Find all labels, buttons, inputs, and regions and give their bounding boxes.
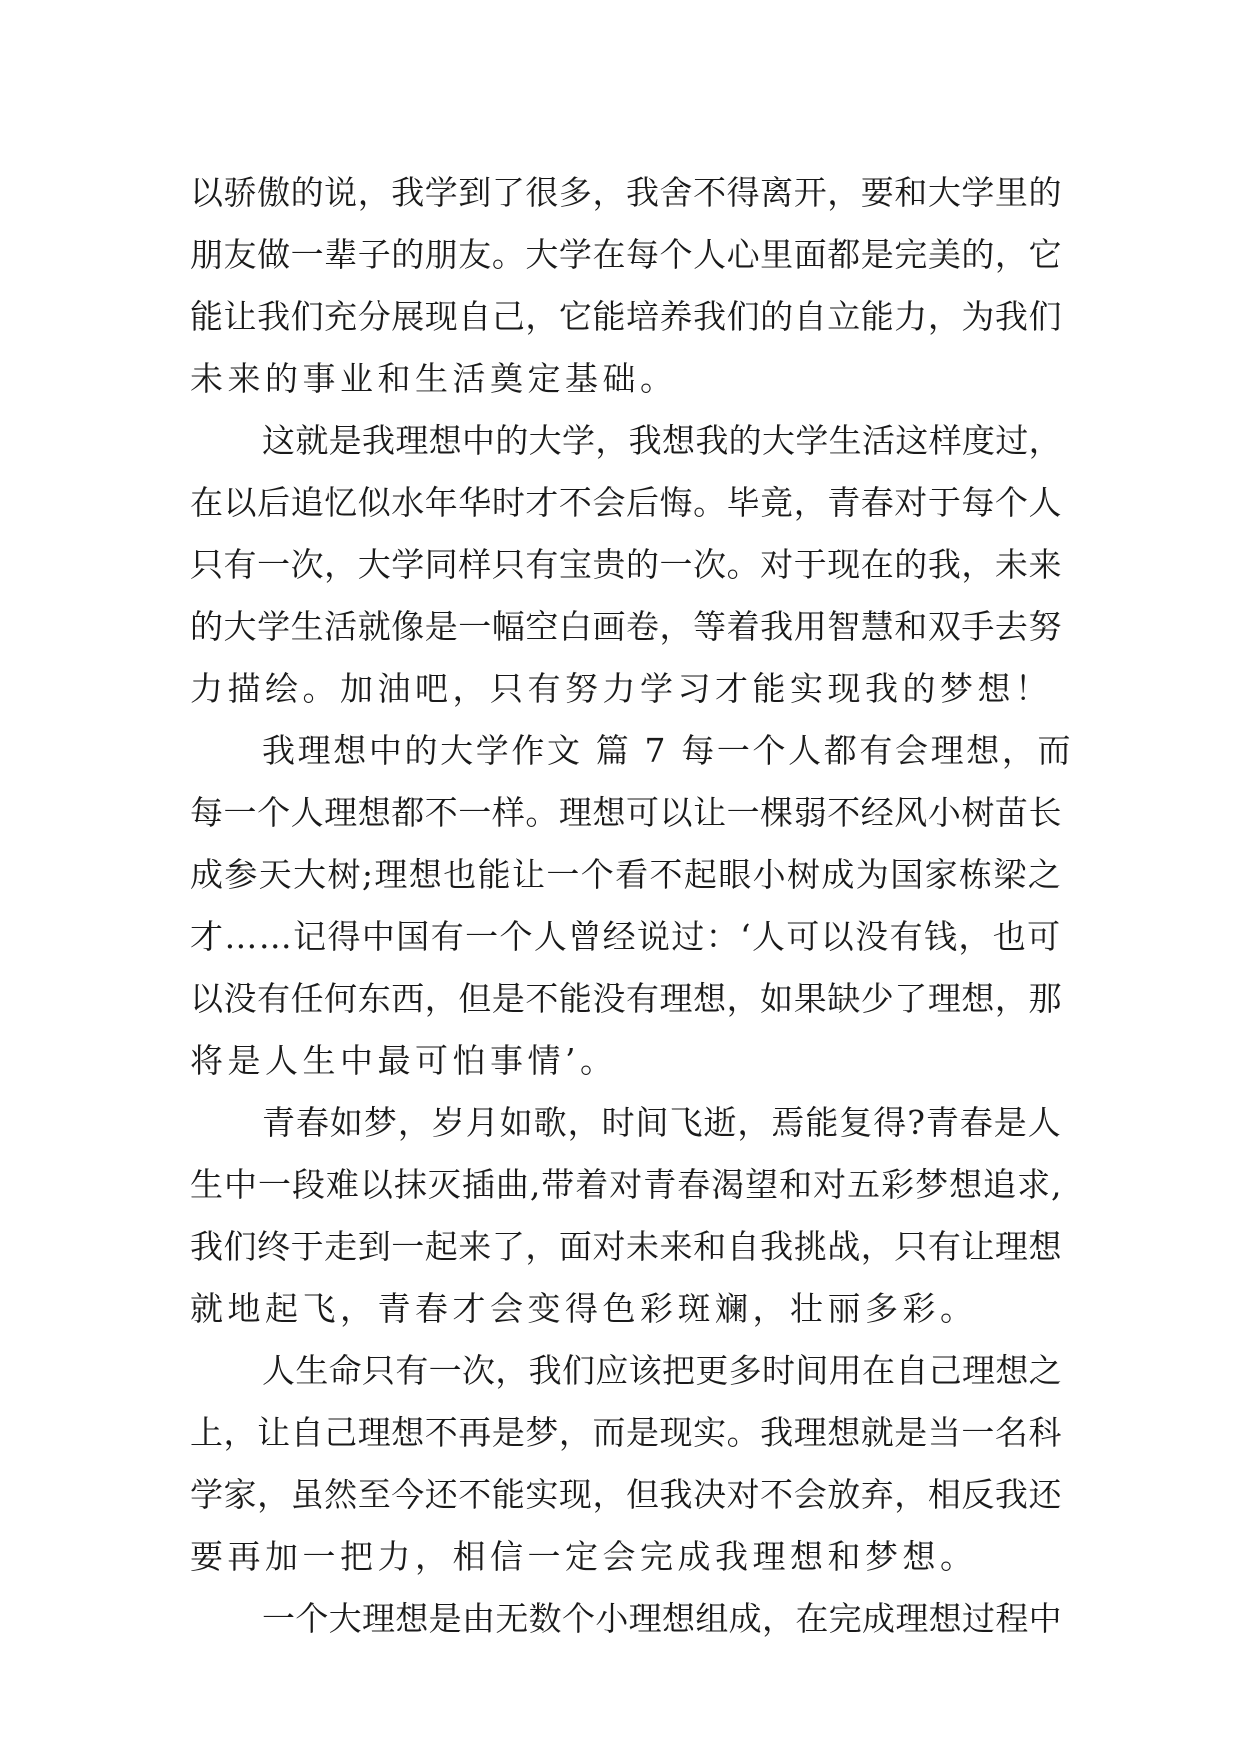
text-line: 生中一段难以抹灭插曲,带着对青春渴望和对五彩梦想追求, [190, 1165, 1063, 1204]
body-text [190, 162, 1074, 1650]
text-line: 成参天大树;理想也能让一个看不起眼小树成为国家栋梁之 [190, 855, 1063, 894]
text-line: 以没有任何东西，但是不能没有理想，如果缺少了理想，那 [190, 979, 1062, 1018]
text-line: 学家，虽然至今还不能实现，但我决对不会放弃，相反我还 [190, 1475, 1062, 1514]
text-line: 以骄傲的说，我学到了很多，我舍不得离开，要和大学里的 [190, 173, 1062, 212]
text-line: 我们终于走到一起来了，面对未来和自我挑战，只有让理想 [190, 1227, 1062, 1266]
text-line: 才……记得中国有一个人曾经说过：‘人可以没有钱，也可 [190, 917, 1062, 956]
text-line: 将是人生中最可怕事情’。 [190, 1041, 618, 1080]
text-line: 就地起飞，青春才会变得色彩斑斓，壮丽多彩。 [190, 1289, 978, 1328]
text-line: 人生命只有一次，我们应该把更多时间用在自己理想之 [262, 1351, 1062, 1390]
text-line: 能让我们充分展现自己，它能培养我们的自立能力，为我们 [190, 297, 1062, 336]
text-line: 每一个人理想都不一样。理想可以让一棵弱不经风小树苗长 [190, 793, 1062, 832]
text-line: 要再加一把力，相信一定会完成我理想和梦想。 [190, 1537, 978, 1576]
text-line: 青春如梦，岁月如歌，时间飞逝，焉能复得?青春是人 [262, 1103, 1062, 1142]
text-line: 只有一次，大学同样只有宝贵的一次。对于现在的我，未来 [190, 545, 1062, 584]
text-line: 力描绘。加油吧，只有努力学习才能实现我的梦想！ [190, 669, 1053, 708]
text-line: 这就是我理想中的大学，我想我的大学生活这样度过， [262, 421, 1062, 460]
text-line: 我理想中的大学作文 篇 7 每一个人都有会理想，而 [262, 731, 1074, 770]
text-line: 朋友做一辈子的朋友。大学在每个人心里面都是完美的，它 [190, 235, 1062, 274]
text-line: 上，让自己理想不再是梦，而是现实。我理想就是当一名科 [190, 1413, 1062, 1452]
text-line: 未来的事业和生活奠定基础。 [190, 359, 678, 398]
text-line: 一个大理想是由无数个小理想组成，在完成理想过程中 [262, 1599, 1062, 1638]
text-line: 的大学生活就像是一幅空白画卷，等着我用智慧和双手去努 [190, 607, 1062, 646]
text-line: 在以后追忆似水年华时才不会后悔。毕竟，青春对于每个人 [190, 483, 1062, 522]
